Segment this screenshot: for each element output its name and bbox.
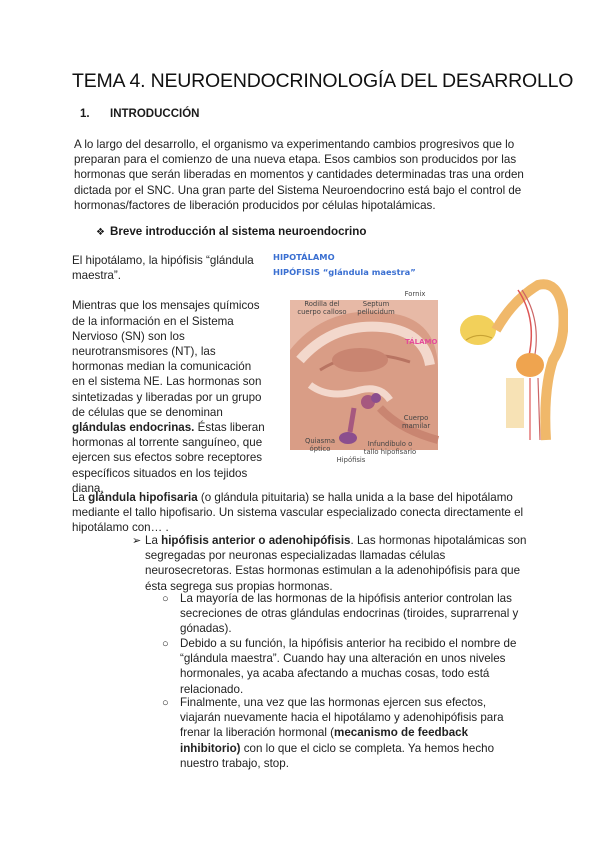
sublist-item-1: La mayoría de las hormonas de la hipófisis anterior controlan las secreciones de otras glándulas endocrinas (tiroides, suprarrenal y gónadas). [180, 592, 519, 636]
hormones-paragraph: Mientras que los mensajes químicos de la información en el Sistema Nervioso (SN) son los neurotransmisores (NT), las hormonas median la comunicación en el sistema NE. Las hormonas son sintetizadas y liberadas por un grupo de células que se denominan glándulas endocrinas. Éstas liberan hormonas al torrente sanguíneo, que ejercen sus efectos sobre receptores específicos situados en los tejidos diana. [72, 299, 265, 495]
circle-bullet-icon: ○ [162, 697, 169, 709]
label-quiasma: Quiasma óptico [304, 437, 336, 453]
label-cuerpo-mamilar: Cuerpo mamilar [402, 414, 431, 430]
pituitary-term: glándula hipofisaria [88, 491, 198, 504]
label-septum: Septum pellucidum [357, 300, 395, 316]
label-infundibulo: Infundíbulo o tallo hipofisario [363, 440, 417, 456]
section-title: INTRODUCCIÓN [110, 108, 200, 120]
endocrine-glands-term: glándulas endocrinas. [72, 421, 195, 435]
label-talamo: TÁLAMO [405, 338, 438, 346]
hypothalamus-paragraph: El hipotálamo, la hipófisis “glándula maestra”. [72, 254, 254, 283]
section-number: 1. [80, 108, 90, 120]
section-heading [80, 108, 199, 120]
subsection-heading [96, 225, 366, 238]
feedback-term: mecanismo de feedback inhibitorio) [180, 726, 469, 755]
list-item-anterior: La hipófisis anterior o adenohipófisis. Las hormonas hipotalámicas son segregadas por neuronas especializadas llamadas células neurosecretoras. Estas hormonas estimulan a la adenohipófisis para que ésta segrega sus propias hormonas. [145, 534, 527, 593]
sublist-item-3: Finalmente, una vez que las hormonas ejercen sus efectos, viajarán nuevamente hacia el hipotálamo y adenohipófisis para frenar la liberación hormonal (mecanismo de feedback inhibitorio) con lo que el ciclo se completa. Ya hemos hecho nuestro trabajo, stop. [180, 696, 504, 770]
intro-paragraph: A lo largo del desarrollo, el organismo va experimentando cambios progresivos que lo preparan para el comienzo de una nueva etapa. Esos cambios son producidos por las hormonas que serán liberadas en momentos y cantidades determinadas tras una orden dictada por el SNC. Una gran parte del Sistema Neuroendocrino está bajo el control de hormonas/factores de liberación producidos por células hipotalámicas. [74, 138, 524, 212]
adenohypophysis-term: hipófisis anterior o adenohipófisis [161, 534, 351, 547]
diamond-bullet-icon: ❖ [96, 227, 105, 238]
page-title: TEMA 4. NEUROENDOCRINOLOGÍA DEL DESARROLLO [72, 70, 574, 92]
label-rodilla: Rodilla del cuerpo calloso [297, 300, 347, 316]
figure-label-hypothalamus: HIPOTÁLAMO [273, 252, 335, 262]
figure-label-pituitary: HIPÓFISIS “glándula maestra” [273, 267, 416, 277]
gland-paragraph: La glándula hipofisaria (o glándula pituitaria) se halla unida a la base del hipotálamo mediante el tallo hipofisario. Un sistema vascular especializado conecta directamente el hipotálamo con… . [72, 491, 524, 535]
circle-bullet-icon: ○ [162, 638, 169, 650]
label-hipofisis: Hipófisis [336, 456, 366, 464]
subsection-title: Breve introducción al sistema neuroendocrino [110, 225, 367, 238]
label-fornix: Fornix [404, 290, 426, 298]
pathway-illustration [458, 270, 568, 450]
left-column-text [72, 253, 267, 511]
arrow-bullet-icon: ➢ [132, 535, 142, 547]
sublist-item-2: Debido a su función, la hipófisis anterior ha recibido el nombre de “glándula maestra”. Cuando hay una alteración en unos niveles hormonales, ya acaba afectando a muchas cosas, todo está relacionado. [180, 637, 517, 696]
circle-bullet-icon: ○ [162, 593, 169, 605]
